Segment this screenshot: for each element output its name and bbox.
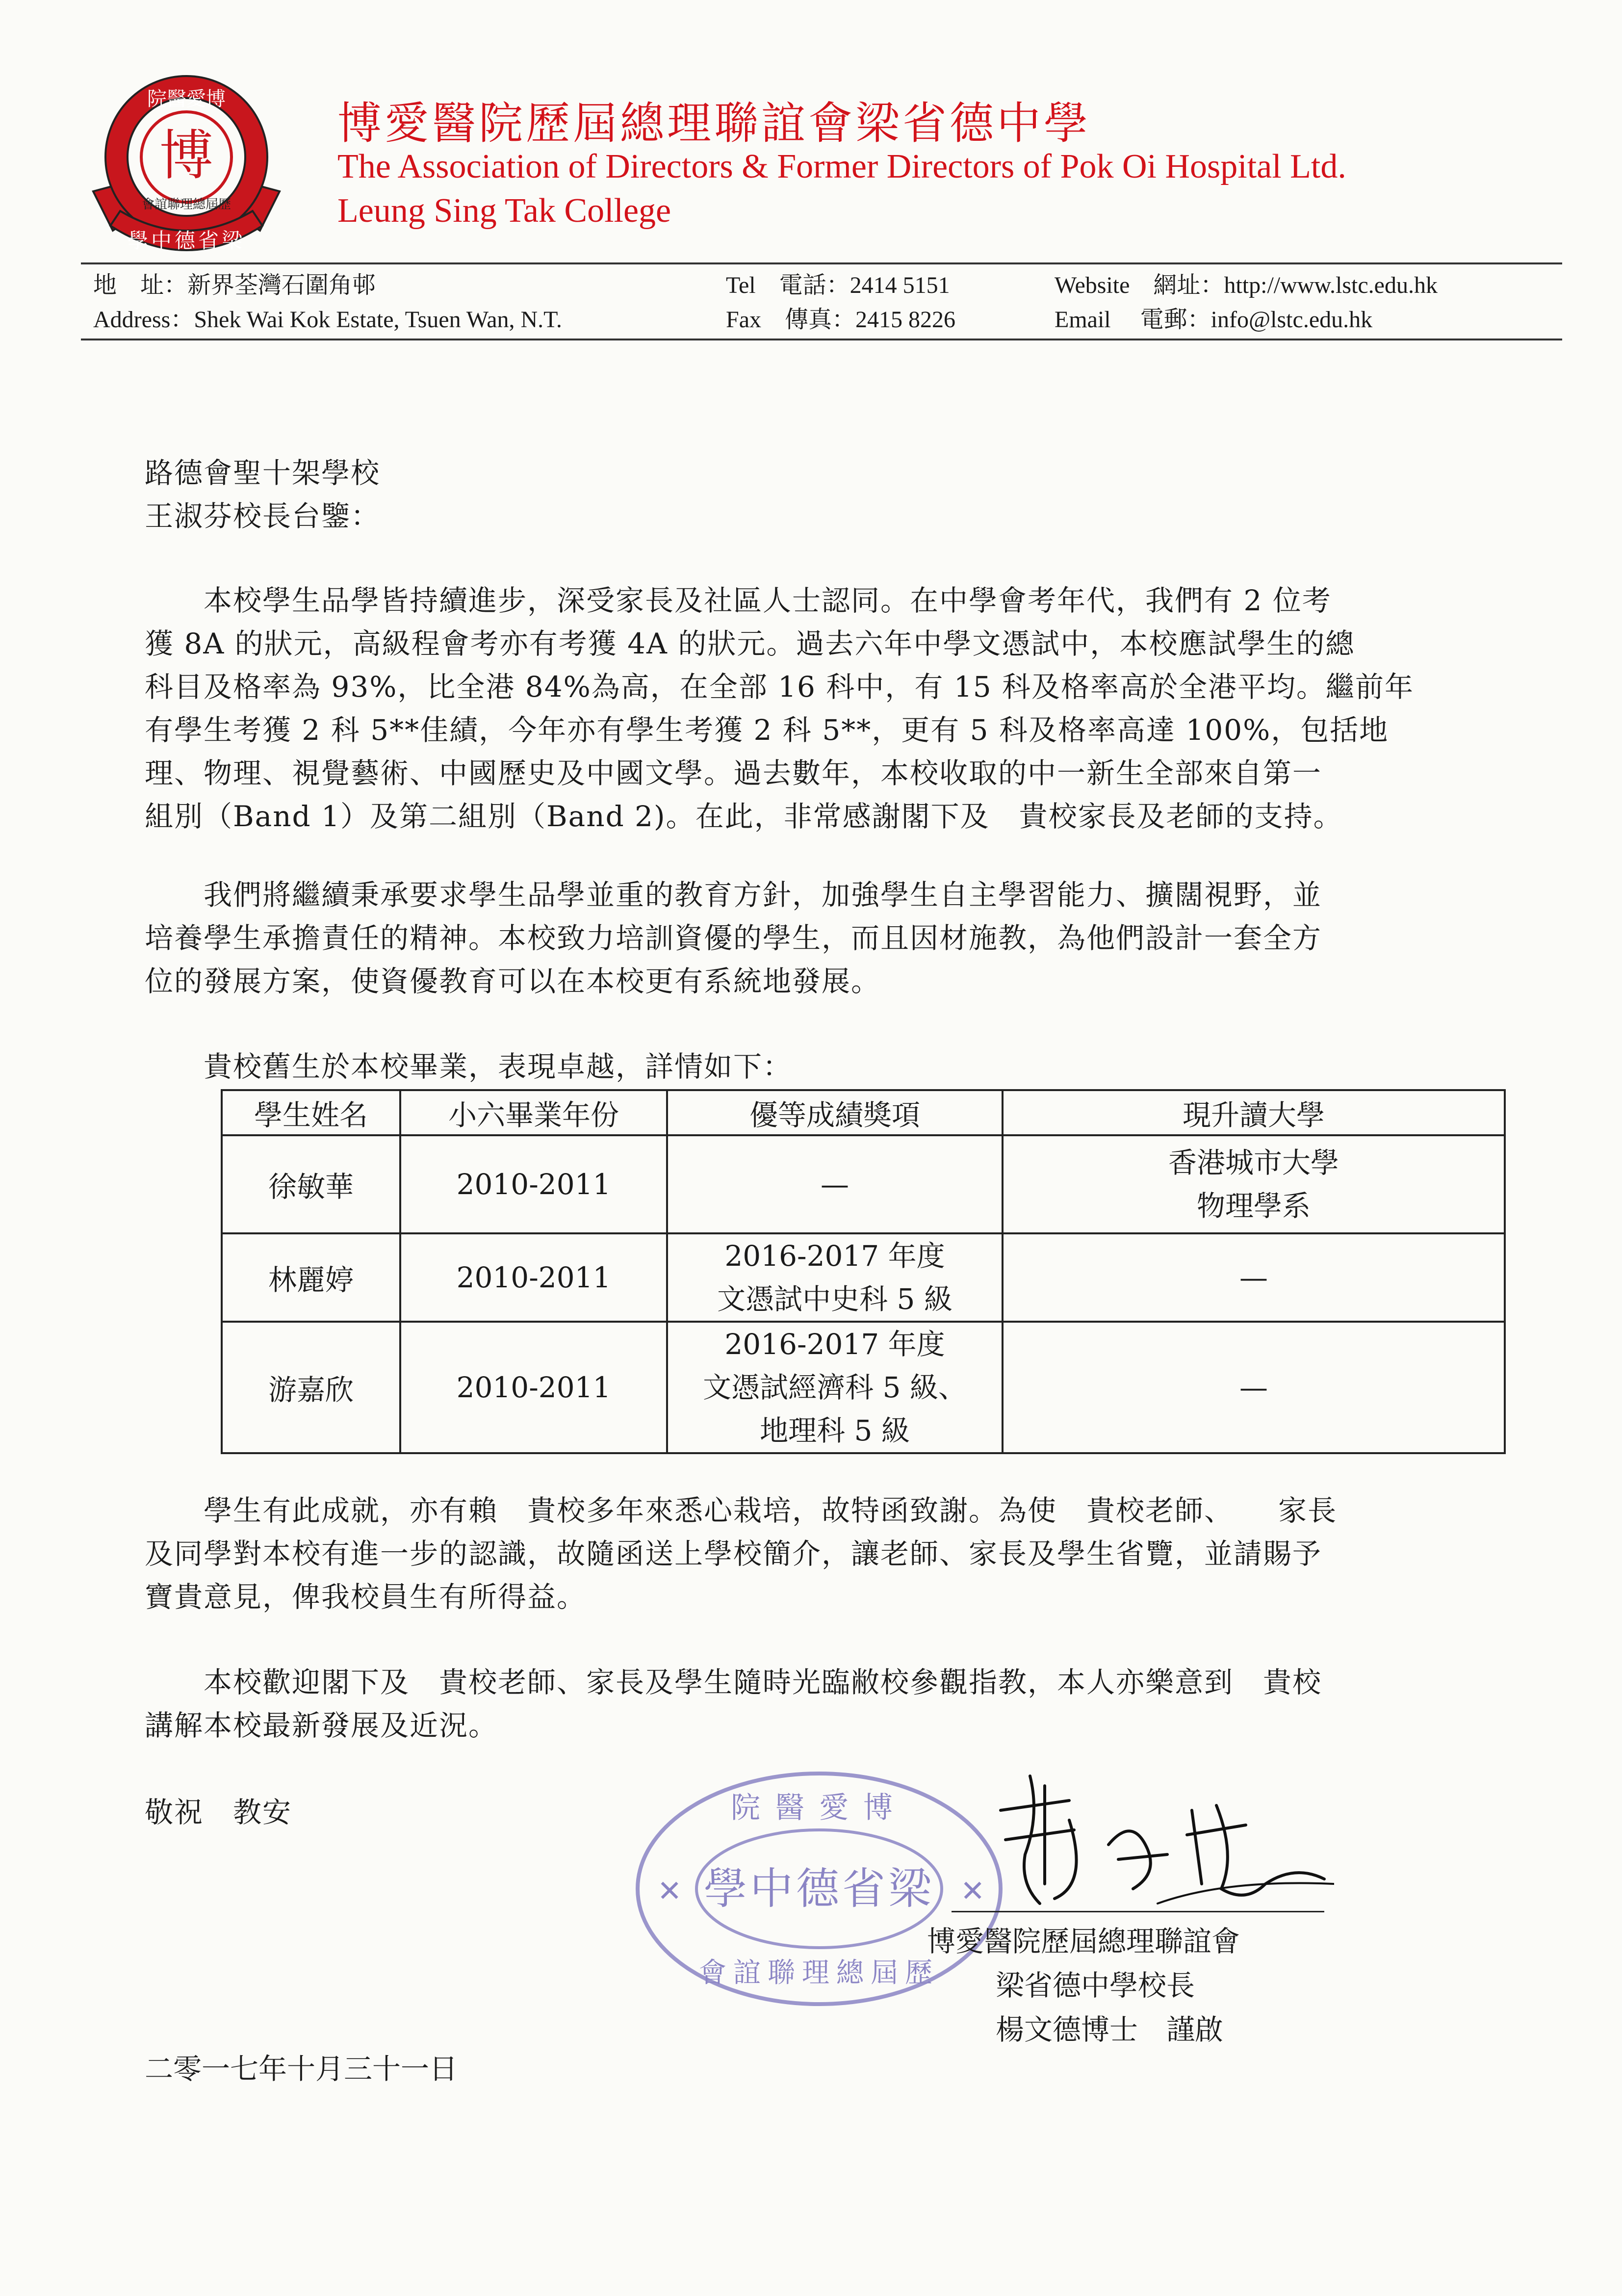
school-name-en-line2: Leung Sing Tak College [337,192,671,230]
graduation-year: 2010-2011 [400,1322,667,1453]
paragraph-line: 有學生考獲 2 科 5**佳績，今年亦有學生考獲 2 科 5**，更有 5 科及格率高達 100%，包括地 [145,713,1389,747]
student-name: 林麗婷 [222,1233,400,1322]
header-university: 現升讀大學 [1003,1090,1505,1135]
website-label: Website 網址： [1055,272,1224,298]
header-graduation-year: 小六畢業年份 [400,1090,667,1135]
svg-text:學中德省梁: 學中德省梁 [703,1863,935,1914]
fax-value: 2415 8226 [855,307,956,333]
svg-text:✕: ✕ [960,1874,985,1908]
paragraph-line: 位的發展方案，使資優教育可以在本校更有系統地發展。 [145,965,881,998]
address-en [93,300,562,334]
header-top-rule [81,262,1562,264]
header-student-name: 學生姓名 [222,1090,400,1135]
address-value-en: Shek Wai Kok Estate, Tsuen Wan, N.T. [194,307,562,333]
svg-text:院醫愛博: 院醫愛博 [147,88,226,110]
table-header-row [222,1090,1505,1135]
header-award: 優等成績獎項 [667,1090,1003,1135]
student-name: 徐敏華 [222,1135,400,1233]
letter-date: 二零一七年十月三十一日 [145,2052,458,2086]
table-row [222,1322,1505,1453]
table-row [222,1135,1505,1233]
header-bottom-rule [81,339,1562,340]
paragraph-1 [145,579,1469,838]
tel-label: Tel 電話： [726,272,850,298]
address-label-en: Address： [93,307,194,333]
handwritten-signature [971,1756,1334,1918]
paragraph-line: 講解本校最新發展及近況。 [145,1709,498,1742]
recipient-block [145,451,1469,538]
email-line [1055,300,1372,334]
email-label: Email 電郵： [1055,307,1211,333]
svg-text:會誼聯理總屆歷: 會誼聯理總屆歷 [699,1957,939,1989]
fax-line [726,300,955,334]
website-link[interactable]: http://www.lstc.edu.hk [1224,272,1438,298]
award-cell: 2016-2017 年度 文憑試經濟科 5 級、 地理科 5 級 [667,1322,1003,1453]
paragraph-4 [145,1661,1469,1747]
paragraph-line: 本校歡迎閣下及 貴校老師、家長及學生隨時光臨敝校參觀指教，本人亦樂意到 貴校 [145,1666,1322,1699]
website-line [1055,266,1438,300]
paragraph-line: 本校學生品學皆持續進步，深受家長及社區人士認同。在中學會考年代，我們有 2 位考 [145,584,1332,617]
signer-title: 梁省德中學校長 [996,1969,1195,2002]
svg-text:院醫愛博: 院醫愛博 [731,1791,907,1825]
paragraph-line: 寶貴意見，俾我校員生有所得益。 [145,1580,587,1614]
paragraph-line: 培養學生承擔責任的精神。本校致力培訓資優的學生，而且因材施教，為他們設計一套全方 [145,921,1322,955]
graduation-year: 2010-2011 [400,1135,667,1233]
fax-label: Fax 傳真： [726,307,856,333]
school-name-en-line1: The Association of Directors & Former Directors of Pok Oi Hospital Ltd. [337,148,1346,185]
paragraph-line: 及同學對本校有進一步的認識，故隨函送上學校簡介，讓老師、家長及學生省覽，並請賜予 [145,1537,1322,1570]
school-stamp [633,1766,1005,2011]
award-cell: 2016-2017 年度 文憑試中史科 5 級 [667,1233,1003,1322]
university-cell: 香港城市大學 物理學系 [1003,1135,1505,1233]
university-cell: — [1003,1322,1505,1453]
university-cell: — [1003,1233,1505,1322]
tel-value: 2414 5151 [850,272,950,298]
table-row [222,1233,1505,1322]
email-link[interactable]: info@lstc.edu.hk [1210,307,1373,333]
award-cell: — [667,1135,1003,1233]
paragraph-line: 科目及格率為 93%，比全港 84%為高，在全部 16 科中，有 15 科及格率高於全港平均。繼前年 [145,670,1415,704]
graduation-year: 2010-2011 [400,1233,667,1322]
paragraph-line: 學生有此成就，亦有賴 貴校多年來悉心栽培，故特函致謝。為使 貴校老師、 家長 [145,1494,1338,1527]
paragraph-line: 獲 8A 的狀元，高級程會考亦有考獲 4A 的狀元。過去六年中學文憑試中，本校應試學生的總 [145,627,1355,660]
svg-text:會誼聯理總屆歷: 會誼聯理總屆歷 [141,197,232,212]
student-name: 游嘉欣 [222,1322,400,1453]
signature-rule [952,1911,1324,1912]
paragraph-3 [145,1489,1469,1618]
school-logo [83,69,289,275]
logo-center-glyph: 博 [159,124,213,187]
paragraph-2 [145,873,1469,1003]
signer-org: 博愛醫院歷屆總理聯誼會 [927,1925,1240,1958]
table-intro: 貴校舊生於本校畢業，表現卓越，詳情如下： [145,1050,793,1083]
address-label-zh: 地 址： [93,272,188,298]
address-zh [93,266,376,300]
recipient-salutation: 王淑芬校長台鑒： [145,499,381,533]
tel-line [726,266,950,300]
svg-text:✕: ✕ [657,1874,682,1908]
paragraph-line: 理、物理、視覺藝術、中國歷史及中國文學。過去數年，本校收取的中一新生全部來自第一 [145,757,1322,790]
paragraph-line: 組別（Band 1）及第二組別（Band 2)。在此，非常感謝閣下及 貴校家長及老師的支持。 [145,800,1343,833]
address-value-zh: 新界荃灣石圍角邨 [187,272,376,298]
signer-name: 楊文德博士 謹啟 [996,2013,1224,2046]
svg-text:學中德省梁: 學中德省梁 [127,229,246,253]
school-name-zh: 博愛醫院歷屆總理聯誼會梁省德中學 [337,98,1091,149]
recipient-school: 路德會聖十架學校 [145,456,381,490]
paragraph-line: 我們將繼續秉承要求學生品學並重的教育方針，加強學生自主學習能力、擴闊視野，並 [145,878,1322,912]
closing: 敬祝 教安 [145,1796,292,1829]
alumni-results-table [221,1089,1506,1454]
